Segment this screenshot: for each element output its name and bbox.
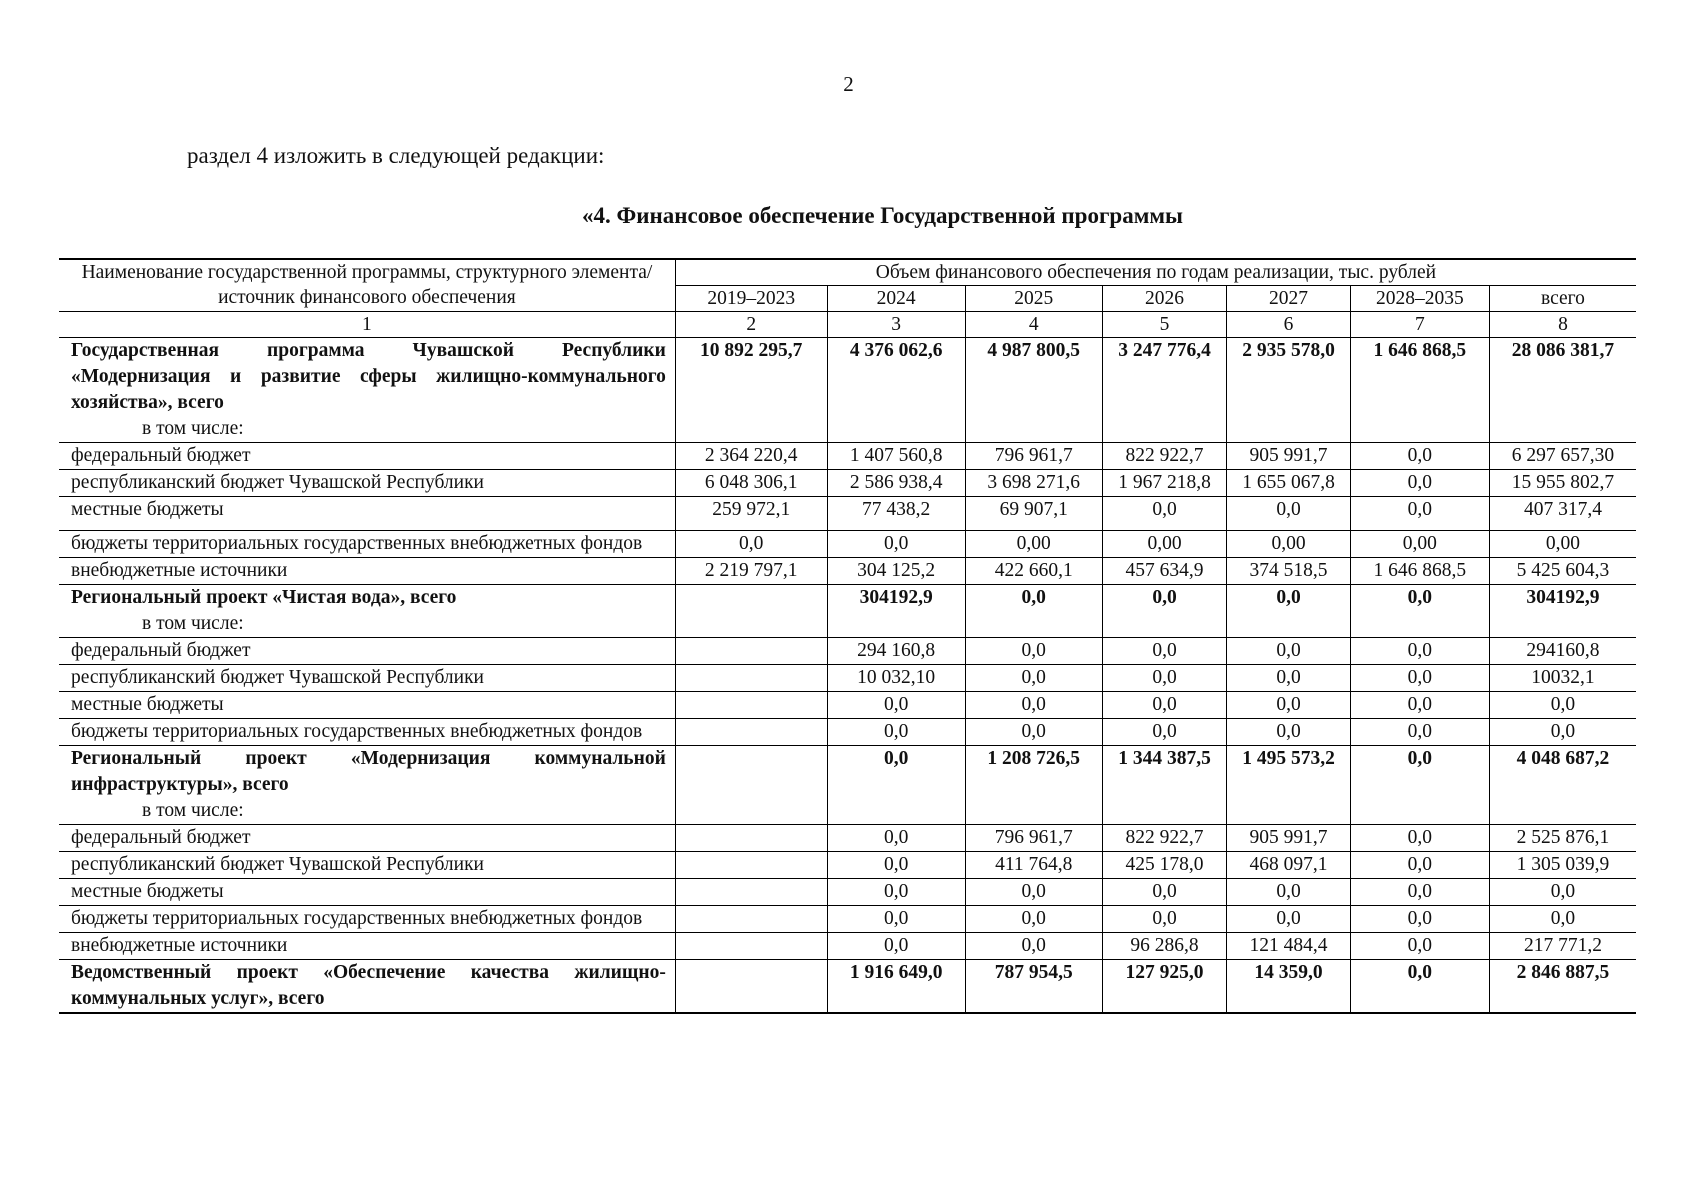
table-row — [59, 638, 1636, 665]
row-name-cell — [59, 470, 675, 497]
year-header-cell: всего — [1489, 286, 1636, 312]
row-name: местные бюджеты — [71, 694, 224, 715]
value-cell: 0,00 — [1489, 531, 1636, 558]
value-cell: 468 097,1 — [1227, 852, 1350, 879]
row-name-cell — [59, 558, 675, 585]
table-row — [59, 497, 1636, 531]
value-cell: 1 305 039,9 — [1489, 852, 1636, 879]
value-cell: 0,00 — [1227, 531, 1350, 558]
value-cell: 1 646 868,5 — [1350, 338, 1489, 443]
row-name-cell — [59, 692, 675, 719]
table-row — [59, 933, 1636, 960]
row-name: Государственная программа Чувашской Республики «Модернизация и развитие сферы жилищно-коммунального хозяйства», всего — [71, 340, 666, 413]
year-header-cell: 2028–2035 — [1350, 286, 1489, 312]
value-cell — [675, 933, 827, 960]
value-cell: 0,0 — [1227, 719, 1350, 746]
value-cell: 0,0 — [965, 638, 1102, 665]
value-cell: 0,0 — [827, 692, 965, 719]
value-cell: 822 922,7 — [1102, 443, 1227, 470]
value-cell: 0,0 — [827, 746, 965, 825]
value-cell: 0,0 — [1227, 665, 1350, 692]
column-number-row — [59, 312, 1636, 338]
value-cell: 294160,8 — [1489, 638, 1636, 665]
row-name: внебюджетные источники — [71, 935, 288, 956]
year-header-cell: 2024 — [827, 286, 965, 312]
row-subnote: в том числе: — [142, 800, 244, 821]
value-cell: 457 634,9 — [1102, 558, 1227, 585]
value-cell: 0,00 — [965, 531, 1102, 558]
value-cell: 1 916 649,0 — [827, 960, 965, 1014]
value-cell: 796 961,7 — [965, 443, 1102, 470]
table-header-row — [59, 259, 1636, 286]
value-cell: 0,0 — [1350, 470, 1489, 497]
row-name: республиканский бюджет Чувашской Республики — [71, 667, 484, 688]
value-cell: 2 935 578,0 — [1227, 338, 1350, 443]
table-row — [59, 825, 1636, 852]
value-cell: 0,0 — [965, 879, 1102, 906]
value-cell: 905 991,7 — [1227, 443, 1350, 470]
value-cell: 411 764,8 — [965, 852, 1102, 879]
value-cell: 0,0 — [1350, 825, 1489, 852]
column-number-cell: 2 — [675, 312, 827, 338]
value-cell: 1 208 726,5 — [965, 746, 1102, 825]
value-cell: 0,0 — [827, 906, 965, 933]
table-row — [59, 879, 1636, 906]
row-name: бюджеты территориальных государственных внебюджетных фондов — [71, 533, 643, 554]
value-cell: 4 048 687,2 — [1489, 746, 1636, 825]
value-cell: 0,0 — [965, 906, 1102, 933]
value-cell: 0,00 — [1350, 531, 1489, 558]
column-number-cell: 1 — [59, 312, 675, 338]
value-cell: 0,0 — [1350, 719, 1489, 746]
row-name-cell — [59, 497, 675, 531]
value-cell: 10 892 295,7 — [675, 338, 827, 443]
value-cell: 96 286,8 — [1102, 933, 1227, 960]
value-cell — [675, 906, 827, 933]
value-cell: 1 344 387,5 — [1102, 746, 1227, 825]
row-name-cell — [59, 585, 675, 638]
value-cell: 121 484,4 — [1227, 933, 1350, 960]
value-cell: 0,0 — [827, 933, 965, 960]
row-name: Ведомственный проект «Обеспечение качества жилищно-коммунальных услуг», всего — [71, 962, 666, 1009]
value-cell: 2 586 938,4 — [827, 470, 965, 497]
value-cell: 0,00 — [1102, 531, 1227, 558]
year-header-cell: 2027 — [1227, 286, 1350, 312]
value-cell: 0,0 — [1350, 906, 1489, 933]
value-cell: 374 518,5 — [1227, 558, 1350, 585]
header-name-cell: Наименование государственной программы, структурного элемента/источник финансового обеспечения — [59, 259, 675, 312]
value-cell: 217 771,2 — [1489, 933, 1636, 960]
value-cell: 0,0 — [965, 719, 1102, 746]
value-cell: 10 032,10 — [827, 665, 965, 692]
value-cell: 0,0 — [1227, 585, 1350, 638]
value-cell: 0,0 — [1227, 692, 1350, 719]
value-cell: 0,0 — [827, 852, 965, 879]
row-name-cell — [59, 719, 675, 746]
value-cell: 0,0 — [1350, 692, 1489, 719]
value-cell: 0,0 — [1350, 638, 1489, 665]
value-cell: 0,0 — [1227, 497, 1350, 531]
row-name: федеральный бюджет — [71, 827, 251, 848]
value-cell: 0,0 — [827, 825, 965, 852]
column-number-cell: 4 — [965, 312, 1102, 338]
value-cell: 905 991,7 — [1227, 825, 1350, 852]
row-name-cell — [59, 338, 675, 443]
row-name: внебюджетные источники — [71, 560, 288, 581]
value-cell: 0,0 — [1102, 692, 1227, 719]
table-section-row — [59, 746, 1636, 825]
row-name: бюджеты территориальных государственных внебюджетных фондов — [71, 908, 643, 929]
value-cell: 0,0 — [827, 531, 965, 558]
value-cell: 0,0 — [965, 933, 1102, 960]
row-subnote: в том числе: — [142, 613, 244, 634]
value-cell — [675, 719, 827, 746]
table-section-row — [59, 338, 1636, 443]
row-name-cell — [59, 960, 675, 1014]
value-cell: 1 967 218,8 — [1102, 470, 1227, 497]
value-cell: 2 525 876,1 — [1489, 825, 1636, 852]
value-cell: 0,0 — [1350, 852, 1489, 879]
row-name: федеральный бюджет — [71, 640, 251, 661]
row-name-cell — [59, 443, 675, 470]
row-name: Региональный проект «Чистая вода», всего — [71, 587, 457, 608]
value-cell: 2 364 220,4 — [675, 443, 827, 470]
value-cell: 69 907,1 — [965, 497, 1102, 531]
value-cell: 304192,9 — [827, 585, 965, 638]
value-cell — [675, 638, 827, 665]
row-name: Региональный проект «Модернизация коммунальной инфраструктуры», всего — [71, 748, 666, 795]
value-cell: 0,0 — [1350, 665, 1489, 692]
value-cell: 0,0 — [1350, 497, 1489, 531]
row-name: республиканский бюджет Чувашской Республики — [71, 472, 484, 493]
row-name-cell — [59, 638, 675, 665]
row-name: бюджеты территориальных государственных внебюджетных фондов — [71, 721, 643, 742]
column-number-cell: 7 — [1350, 312, 1489, 338]
value-cell: 0,0 — [1102, 585, 1227, 638]
value-cell: 3 698 271,6 — [965, 470, 1102, 497]
row-name-cell — [59, 825, 675, 852]
value-cell: 259 972,1 — [675, 497, 827, 531]
row-name: республиканский бюджет Чувашской Республики — [71, 854, 484, 875]
year-header-cell: 2025 — [965, 286, 1102, 312]
column-number-cell: 8 — [1489, 312, 1636, 338]
value-cell — [675, 692, 827, 719]
value-cell: 407 317,4 — [1489, 497, 1636, 531]
value-cell: 0,0 — [1489, 719, 1636, 746]
table-row — [59, 558, 1636, 585]
value-cell — [675, 960, 827, 1014]
intro-text: раздел 4 изложить в следующей редакции: — [187, 143, 605, 168]
value-cell: 5 425 604,3 — [1489, 558, 1636, 585]
value-cell: 0,0 — [1489, 906, 1636, 933]
year-header-cell: 2019–2023 — [675, 286, 827, 312]
value-cell: 787 954,5 — [965, 960, 1102, 1014]
table-row — [59, 531, 1636, 558]
table-row — [59, 852, 1636, 879]
value-cell — [675, 825, 827, 852]
row-name: местные бюджеты — [71, 499, 224, 520]
table-row — [59, 692, 1636, 719]
section-title: «4. Финансовое обеспечение Государственной программы — [582, 203, 1183, 228]
value-cell: 2 846 887,5 — [1489, 960, 1636, 1014]
value-cell: 304 125,2 — [827, 558, 965, 585]
value-cell: 0,0 — [1102, 665, 1227, 692]
table-row — [59, 719, 1636, 746]
value-cell — [675, 746, 827, 825]
value-cell — [675, 879, 827, 906]
row-name-cell — [59, 746, 675, 825]
value-cell: 0,0 — [1489, 692, 1636, 719]
row-name-cell — [59, 933, 675, 960]
table-row — [59, 665, 1636, 692]
value-cell: 0,0 — [1489, 879, 1636, 906]
row-name-cell — [59, 879, 675, 906]
value-cell: 0,0 — [1102, 719, 1227, 746]
table-section-row — [59, 960, 1636, 1014]
row-name-cell — [59, 852, 675, 879]
page-number: 2 — [843, 72, 854, 96]
table-row — [59, 470, 1636, 497]
value-cell: 14 359,0 — [1227, 960, 1350, 1014]
value-cell: 0,0 — [1350, 960, 1489, 1014]
row-name-cell — [59, 531, 675, 558]
value-cell: 15 955 802,7 — [1489, 470, 1636, 497]
value-cell: 77 438,2 — [827, 497, 965, 531]
column-number-cell: 5 — [1102, 312, 1227, 338]
value-cell: 2 219 797,1 — [675, 558, 827, 585]
value-cell: 0,0 — [1350, 443, 1489, 470]
column-number-cell: 6 — [1227, 312, 1350, 338]
value-cell: 4 987 800,5 — [965, 338, 1102, 443]
value-cell: 0,0 — [965, 585, 1102, 638]
value-cell: 0,0 — [827, 719, 965, 746]
value-cell: 3 247 776,4 — [1102, 338, 1227, 443]
value-cell: 10032,1 — [1489, 665, 1636, 692]
value-cell: 6 297 657,30 — [1489, 443, 1636, 470]
value-cell: 796 961,7 — [965, 825, 1102, 852]
row-name-cell — [59, 906, 675, 933]
value-cell: 0,0 — [1350, 933, 1489, 960]
row-name-cell — [59, 665, 675, 692]
value-cell: 0,0 — [965, 692, 1102, 719]
value-cell: 0,0 — [1102, 879, 1227, 906]
value-cell: 0,0 — [965, 665, 1102, 692]
value-cell: 0,0 — [1102, 497, 1227, 531]
value-cell — [675, 852, 827, 879]
value-cell: 0,0 — [827, 879, 965, 906]
value-cell: 28 086 381,7 — [1489, 338, 1636, 443]
value-cell: 1 655 067,8 — [1227, 470, 1350, 497]
table-row — [59, 906, 1636, 933]
value-cell: 1 646 868,5 — [1350, 558, 1489, 585]
row-name: местные бюджеты — [71, 881, 224, 902]
value-cell — [675, 665, 827, 692]
value-cell: 0,0 — [1350, 585, 1489, 638]
table-row — [59, 443, 1636, 470]
header-volume-cell: Объем финансового обеспечения по годам реализации, тыс. рублей — [675, 259, 1636, 286]
row-subnote: в том числе: — [142, 418, 244, 439]
value-cell: 127 925,0 — [1102, 960, 1227, 1014]
value-cell: 294 160,8 — [827, 638, 965, 665]
value-cell: 0,0 — [1350, 879, 1489, 906]
value-cell: 0,0 — [675, 531, 827, 558]
value-cell: 4 376 062,6 — [827, 338, 965, 443]
value-cell: 822 922,7 — [1102, 825, 1227, 852]
value-cell: 422 660,1 — [965, 558, 1102, 585]
table-section-row — [59, 585, 1636, 638]
value-cell: 0,0 — [1102, 906, 1227, 933]
row-name: федеральный бюджет — [71, 445, 251, 466]
value-cell: 6 048 306,1 — [675, 470, 827, 497]
value-cell: 304192,9 — [1489, 585, 1636, 638]
value-cell: 1 407 560,8 — [827, 443, 965, 470]
column-number-cell: 3 — [827, 312, 965, 338]
value-cell: 0,0 — [1227, 879, 1350, 906]
financing-table — [59, 258, 1636, 1014]
value-cell: 425 178,0 — [1102, 852, 1227, 879]
value-cell: 0,0 — [1227, 638, 1350, 665]
year-header-cell: 2026 — [1102, 286, 1227, 312]
value-cell — [675, 585, 827, 638]
value-cell: 0,0 — [1350, 746, 1489, 825]
value-cell: 1 495 573,2 — [1227, 746, 1350, 825]
value-cell: 0,0 — [1227, 906, 1350, 933]
value-cell: 0,0 — [1102, 638, 1227, 665]
